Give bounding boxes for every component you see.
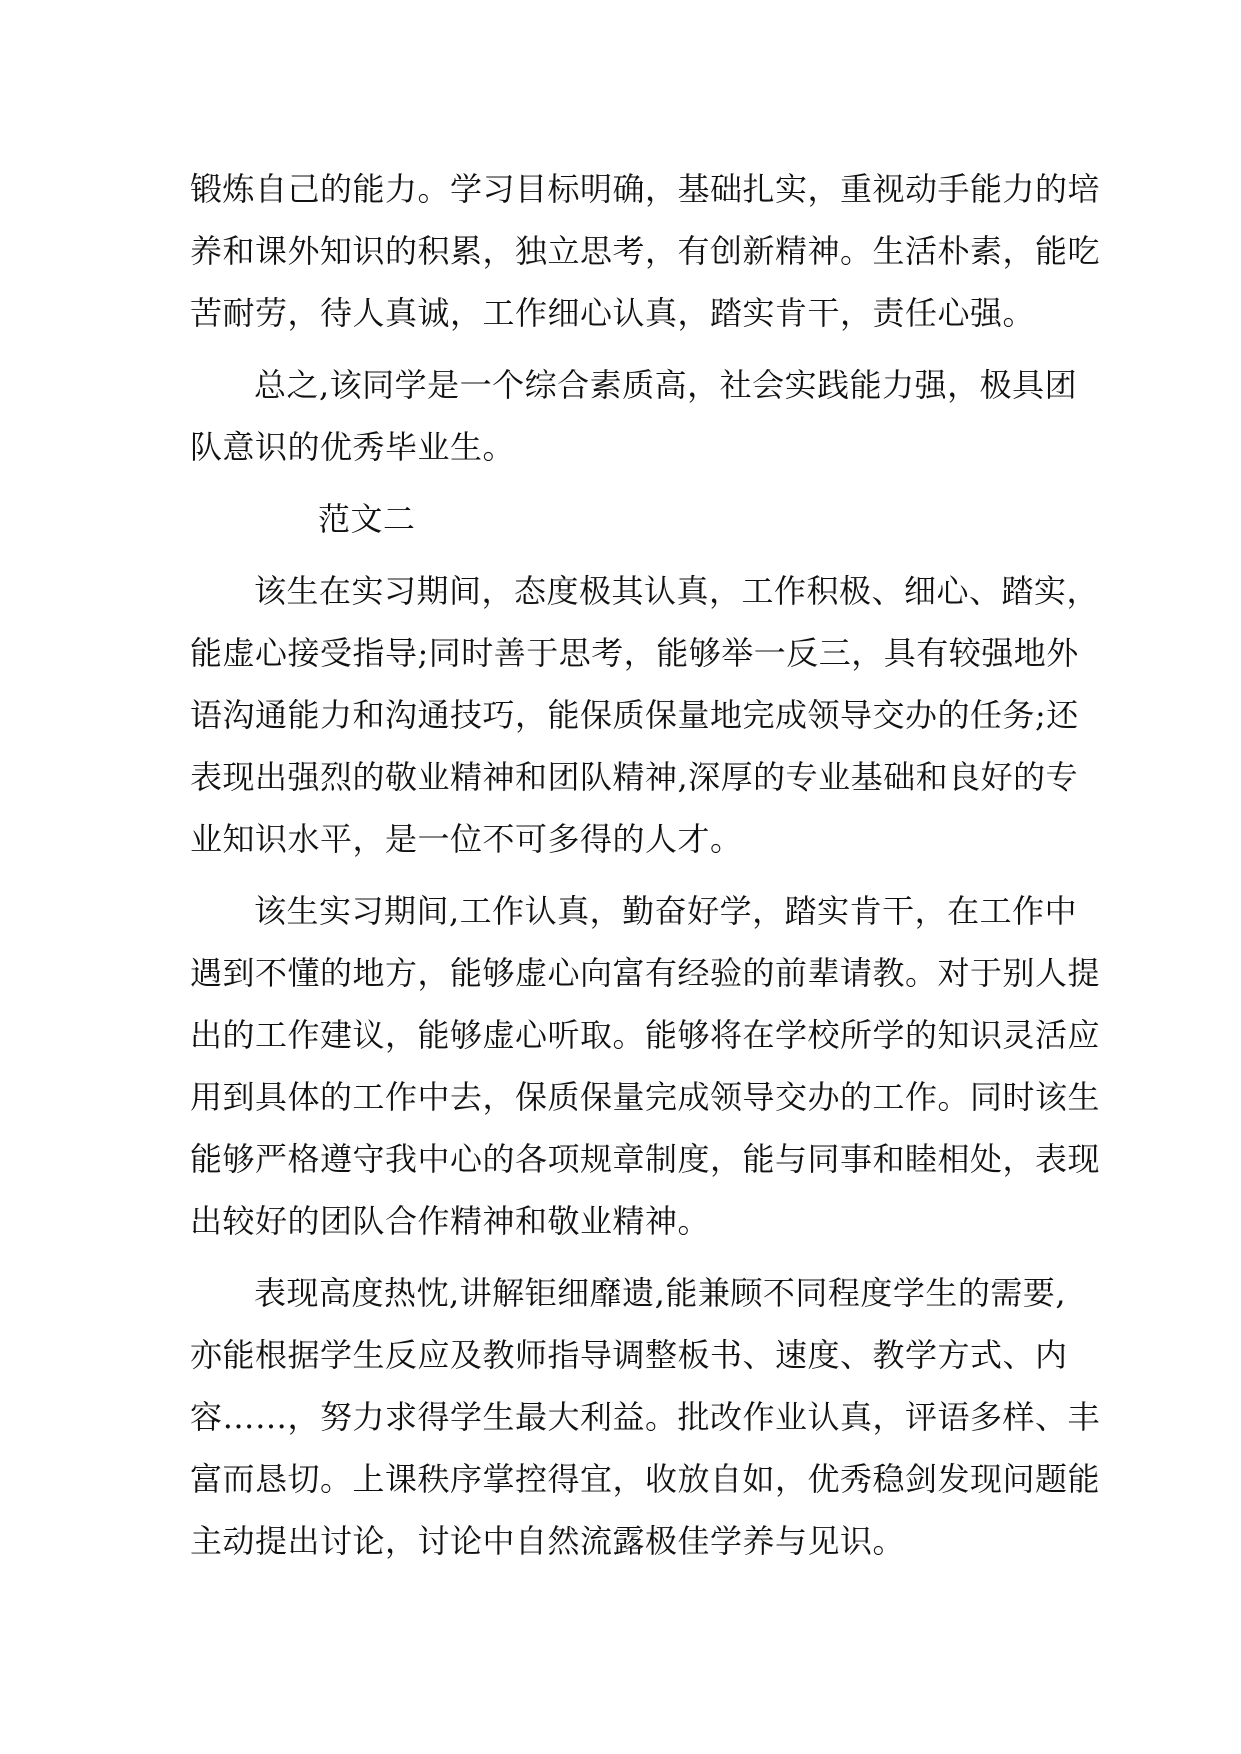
text-line: 表现高度热忱,讲解钜细靡遗,能兼顾不同程度学生的需要,: [254, 1274, 1067, 1312]
document-body: [190, 158, 1101, 1572]
text-line: 亦能根据学生反应及教师指导调整板书、速度、教学方式、内: [190, 1336, 1068, 1374]
text-line: 苦耐劳，待人真诚，工作细心认真，踏实肯干，责任心强。: [190, 294, 1036, 332]
paragraph-gap: [190, 550, 1060, 560]
text-line: 语沟通能力和沟通技巧，能保质保量地完成领导交办的任务;还: [190, 696, 1079, 734]
text-line: 能够严格遵守我中心的各项规章制度，能与同事和睦相处，表现: [190, 1140, 1101, 1178]
section-heading: [190, 488, 1060, 550]
paragraph-gap: [190, 1252, 1060, 1262]
paragraph-1: [190, 158, 1101, 344]
text-line: 主动提出讨论，讨论中自然流露极佳学养与见识。: [190, 1522, 906, 1560]
text-line: 锻炼自己的能力。学习目标明确，基础扎实，重视动手能力的培: [190, 170, 1101, 208]
text-line: 队意识的优秀毕业生。: [190, 428, 516, 466]
text-line: 养和课外知识的积累，独立思考，有创新精神。生活朴素，能吃: [190, 232, 1101, 270]
text-line: 该生实习期间,工作认真，勤奋好学，踏实肯干，在工作中: [254, 892, 1078, 930]
heading-text: 范文二: [318, 500, 416, 538]
text-line: 业知识水平，是一位不可多得的人才。: [190, 820, 743, 858]
text-line: 富而恳切。上课秩序掌控得宜，收放自如，优秀稳剑发现问题能: [190, 1460, 1101, 1498]
text-line: 用到具体的工作中去，保质保量完成领导交办的工作。同时该生: [190, 1078, 1101, 1116]
text-line: 总之,该同学是一个综合素质高，社会实践能力强，极具团: [254, 366, 1078, 404]
text-line: 能虚心接受指导;同时善于思考，能够举一反三，具有较强地外: [190, 634, 1079, 672]
text-line: 出的工作建议，能够虚心听取。能够将在学校所学的知识灵活应: [190, 1016, 1101, 1054]
paragraph-4: [190, 880, 1101, 1252]
text-line: 容……，努力求得学生最大利益。批改作业认真，评语多样、丰: [190, 1398, 1101, 1436]
text-line: 遇到不懂的地方，能够虚心向富有经验的前辈请教。对于别人提: [190, 954, 1101, 992]
paragraph-gap: [190, 870, 1060, 880]
paragraph-gap: [190, 478, 1060, 488]
text-line: 表现出强烈的敬业精神和团队精神,深厚的专业基础和良好的专: [190, 758, 1079, 796]
paragraph-5: [190, 1262, 1101, 1572]
paragraph-3: [190, 560, 1100, 870]
paragraph-gap: [190, 344, 1060, 354]
paragraph-2: [190, 354, 1078, 478]
text-line: 该生在实习期间，态度极其认真，工作积极、细心、踏实，: [254, 572, 1100, 610]
text-line: 出较好的团队合作精神和敬业精神。: [190, 1202, 711, 1240]
